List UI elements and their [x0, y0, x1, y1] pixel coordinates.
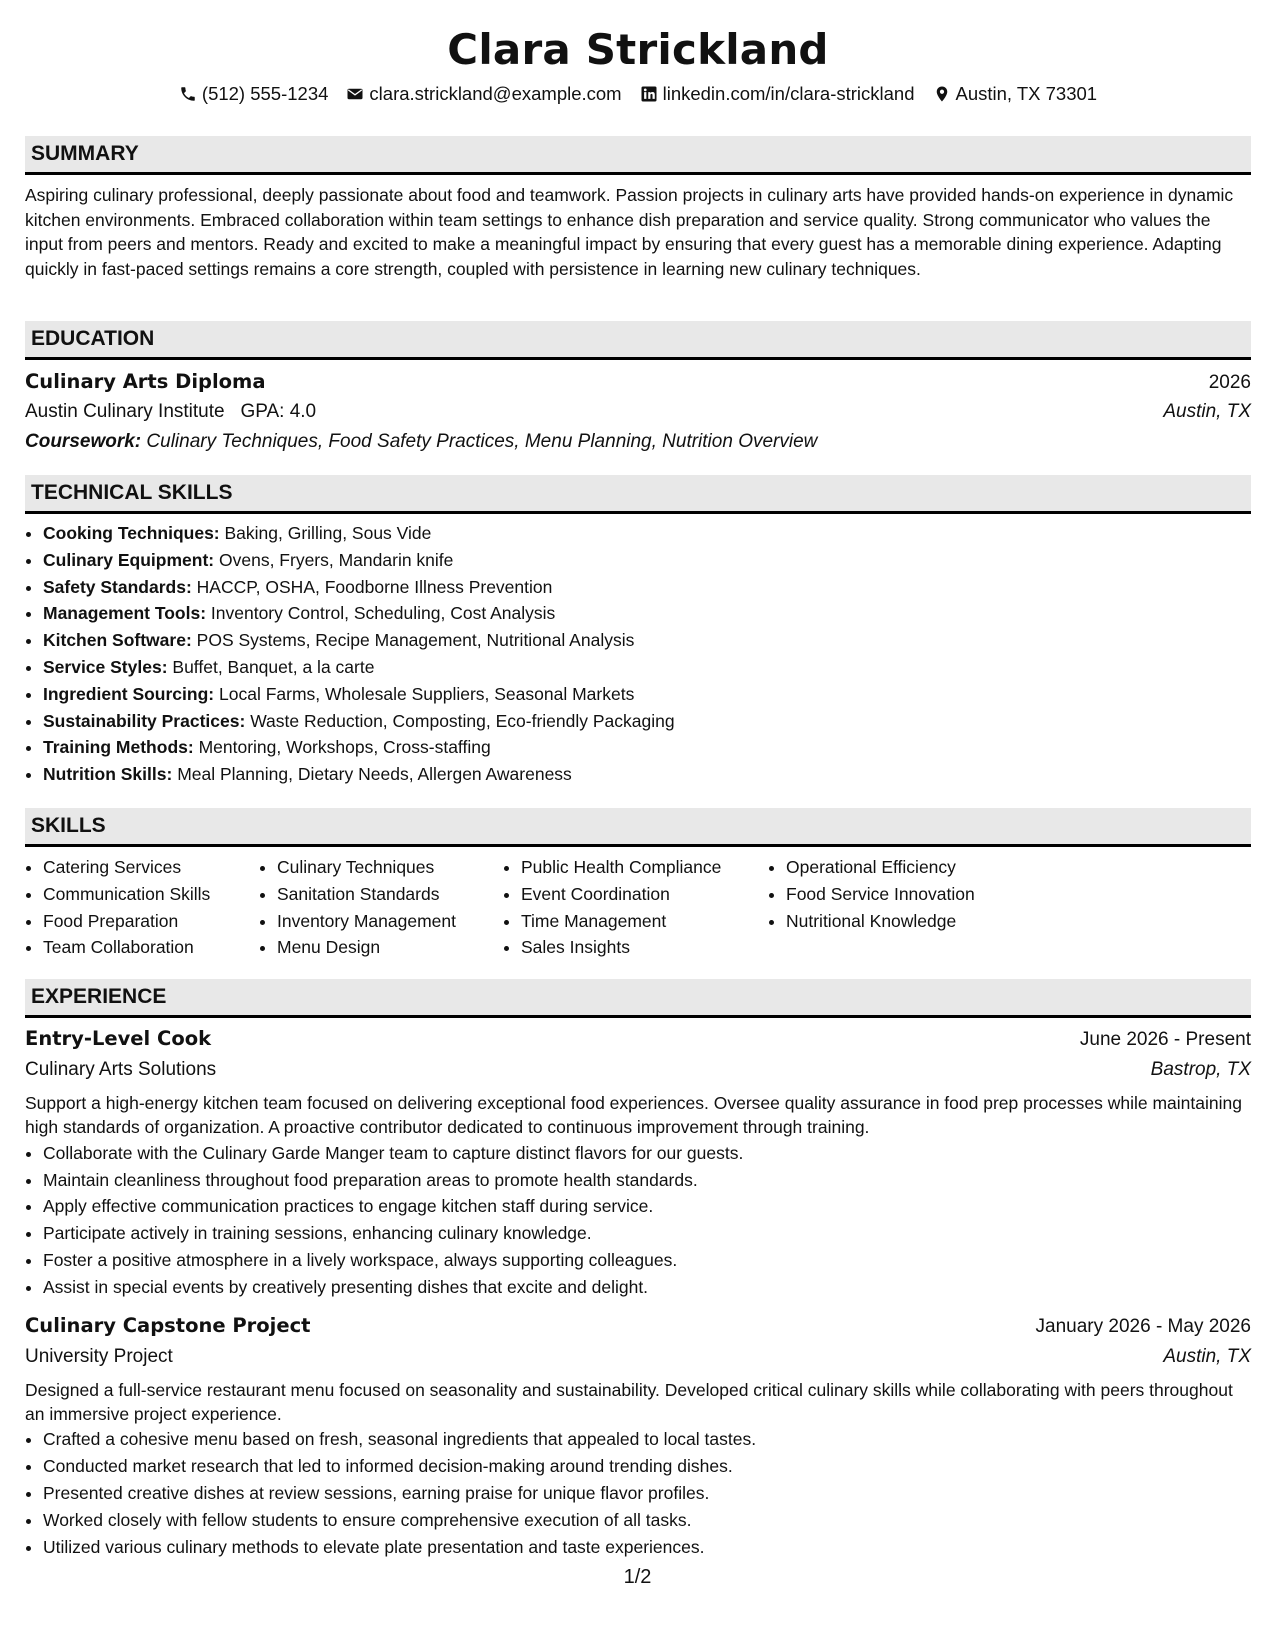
job-title: Entry-Level Cook	[25, 1027, 212, 1050]
linkedin-text: linkedin.com/in/clara-strickland	[662, 83, 915, 104]
skill-item: • Public Health Compliance	[521, 854, 768, 881]
technical-skill-label: Training Methods:	[43, 737, 194, 758]
resume-page	[25, 0, 1251, 1557]
skills-column	[768, 854, 1046, 961]
skill-item: • Team Collaboration	[43, 934, 259, 961]
job-title: Culinary Capstone Project	[25, 1313, 311, 1337]
page-number: 1/2	[623, 1566, 652, 1588]
phone-text: (512) 555-1234	[201, 83, 329, 104]
education-heading: EDUCATION	[25, 321, 1251, 360]
skills-column	[503, 854, 768, 961]
job-bullets	[25, 1140, 1251, 1301]
job-location: Austin, TX	[1163, 1345, 1251, 1367]
skill-item: • Sanitation Standards	[277, 881, 503, 908]
job-bullet: • Collaborate with the Culinary Garde Manger team to capture distinct flavors for our guests.	[43, 1140, 1251, 1167]
technical-skill-label: Nutrition Skills:	[43, 764, 173, 785]
contact-bar	[25, 82, 1251, 106]
map-marker-icon	[933, 85, 951, 103]
summary-heading: SUMMARY	[25, 136, 1251, 175]
technical-skills-list	[25, 520, 1251, 788]
technical-skill-value: Baking, Grilling, Sous Vide	[224, 523, 432, 543]
technical-skill-item	[43, 761, 1251, 788]
skill-item: • Food Preparation	[43, 908, 259, 935]
skill-item: • Food Service Innovation	[786, 881, 1046, 908]
technical-skill-label: Safety Standards:	[43, 576, 192, 597]
technical-skill-value: Ovens, Fryers, Mandarin knife	[219, 549, 454, 570]
contact-email[interactable]	[346, 82, 621, 106]
technical-skill-value: Waste Reduction, Composting, Eco-friendly Packaging	[250, 710, 675, 731]
job-bullet: • Crafted a cohesive menu based on fresh, seasonal ingredients that appealed to local tastes.	[43, 1426, 1251, 1453]
skills-column	[25, 854, 259, 961]
job-bullet: • Apply effective communication practices to engage kitchen staff during service.	[43, 1193, 1251, 1220]
job-organization: University Project	[25, 1345, 173, 1367]
job-description: Designed a full-service restaurant menu focused on seasonality and sustainability. Developed critical culinary skills while collaborating with peers throughout an immersive project experience.	[25, 1379, 1233, 1424]
coursework-line	[25, 427, 1251, 457]
technical-skill-item	[43, 654, 1251, 681]
contact-linkedin[interactable]	[640, 82, 915, 106]
skill-item: • Time Management	[521, 908, 768, 935]
degree-title: Culinary Arts Diploma	[25, 370, 266, 393]
contact-phone[interactable]	[179, 82, 329, 106]
technical-skill-item	[43, 708, 1251, 735]
location-text: Austin, TX 73301	[955, 83, 1098, 104]
experience-heading: EXPERIENCE	[25, 979, 1251, 1018]
envelope-icon	[346, 85, 364, 103]
technical-skill-value: Local Farms, Wholesale Suppliers, Seasonal Markets	[219, 683, 635, 704]
skills-heading: SKILLS	[25, 808, 1251, 847]
job-bullet: • Participate actively in training sessions, enhancing culinary knowledge.	[43, 1220, 1251, 1247]
technical-skill-item	[43, 681, 1251, 708]
technical-skill-item	[43, 520, 1251, 547]
job-description: Support a high-energy kitchen team focused on delivering exceptional food experiences. Oversee quality assurance in food prep processes while maintaining high standards of organization. A proactive contributor dedicated to continuous improvement through training.	[25, 1093, 1242, 1138]
technical-skill-value: POS Systems, Recipe Management, Nutritional Analysis	[196, 630, 635, 651]
skills-column	[259, 854, 503, 961]
technical-skill-label: Service Styles:	[43, 656, 168, 677]
contact-location	[933, 82, 1098, 106]
phone-icon	[179, 85, 197, 103]
job-bullet: • Foster a positive atmosphere in a lively workspace, always supporting colleagues.	[43, 1247, 1251, 1274]
job-location: Bastrop, TX	[1150, 1059, 1251, 1080]
technical-skill-value: Meal Planning, Dietary Needs, Allergen Awareness	[177, 764, 572, 785]
job-entry	[25, 1311, 1251, 1561]
email-text: clara.strickland@example.com	[369, 83, 622, 104]
technical-skill-label: Cooking Techniques:	[43, 523, 220, 543]
technical-skill-item	[43, 574, 1251, 601]
job-bullet: • Conducted market research that led to informed decision-making around trending dishes.	[43, 1453, 1251, 1480]
technical-skill-value: Inventory Control, Scheduling, Cost Analysis	[210, 603, 556, 624]
skills-grid	[25, 854, 1251, 961]
skill-item: • Sales Insights	[521, 934, 768, 961]
experience-list	[25, 1024, 1251, 1560]
school-location: Austin, TX	[1163, 401, 1251, 422]
school-line	[25, 397, 316, 427]
skill-item: • Catering Services	[43, 854, 259, 881]
technical-skills-section	[25, 475, 1251, 788]
education-section	[25, 321, 1251, 457]
job-bullets	[25, 1426, 1251, 1560]
job-entry	[25, 1024, 1251, 1301]
summary-text: Aspiring culinary professional, deeply passionate about food and teamwork. Passion projects in culinary arts have provided hands-on experience in dynamic kitchen environments. Embraced collaboration within team settings to enhance dish preparation and service quality. Strong communicator who values the input from peers and mentors. Ready and excited to make a meaningful impact by ensuring that every guest has a memorable dining experience. Adapting quickly in fast-paced settings remains a core strength, coupled with persistence in learning new culinary techniques.	[25, 185, 1234, 279]
graduation-year: 2026	[1208, 372, 1251, 393]
technical-skill-label: Kitchen Software:	[43, 630, 192, 651]
job-organization: Culinary Arts Solutions	[25, 1059, 217, 1080]
skill-item: • Menu Design	[277, 934, 503, 961]
school-name: Austin Culinary Institute	[25, 401, 225, 422]
skill-item: • Inventory Management	[277, 908, 503, 935]
technical-skill-value: Mentoring, Workshops, Cross-staffing	[198, 737, 491, 758]
technical-skill-item	[43, 547, 1251, 574]
technical-skill-item	[43, 734, 1251, 761]
experience-section	[25, 979, 1251, 1560]
job-dates: January 2026 - May 2026	[1035, 1315, 1251, 1337]
skill-item: • Event Coordination	[521, 881, 768, 908]
linkedin-icon	[640, 85, 658, 103]
candidate-name: Clara Strickland	[447, 25, 829, 74]
job-bullet: • Maintain cleanliness throughout food preparation areas to promote health standards.	[43, 1167, 1251, 1194]
coursework-label: Coursework:	[25, 431, 142, 452]
technical-skill-label: Management Tools:	[43, 603, 207, 624]
job-bullet: • Presented creative dishes at review sessions, earning praise for unique flavor profiles.	[43, 1480, 1251, 1507]
skills-section	[25, 808, 1251, 961]
technical-skill-value: Buffet, Banquet, a la carte	[172, 656, 375, 677]
coursework-list: Culinary Techniques, Food Safety Practices, Menu Planning, Nutrition Overview	[146, 431, 818, 452]
technical-skill-item	[43, 627, 1251, 654]
technical-skill-label: Ingredient Sourcing:	[43, 683, 215, 704]
summary-section	[25, 136, 1251, 281]
skill-item: • Nutritional Knowledge	[786, 908, 1046, 935]
technical-skill-label: Culinary Equipment:	[43, 549, 215, 570]
gpa: GPA: 4.0	[240, 401, 317, 422]
technical-skill-value: HACCP, OSHA, Foodborne Illness Prevention	[196, 576, 553, 597]
job-dates: June 2026 - Present	[1079, 1029, 1251, 1050]
skill-item: • Communication Skills	[43, 881, 259, 908]
technical-skill-label: Sustainability Practices:	[43, 710, 246, 731]
technical-skills-heading: TECHNICAL SKILLS	[25, 475, 1251, 514]
technical-skill-item	[43, 600, 1251, 627]
job-bullet: • Utilized various culinary methods to elevate plate presentation and taste experiences.	[43, 1534, 1251, 1561]
job-bullet: • Assist in special events by creatively presenting dishes that excite and delight.	[43, 1274, 1251, 1301]
job-bullet: • Worked closely with fellow students to ensure comprehensive execution of all tasks.	[43, 1507, 1251, 1534]
skill-item: • Operational Efficiency	[786, 854, 1046, 881]
skill-item: • Culinary Techniques	[277, 854, 503, 881]
